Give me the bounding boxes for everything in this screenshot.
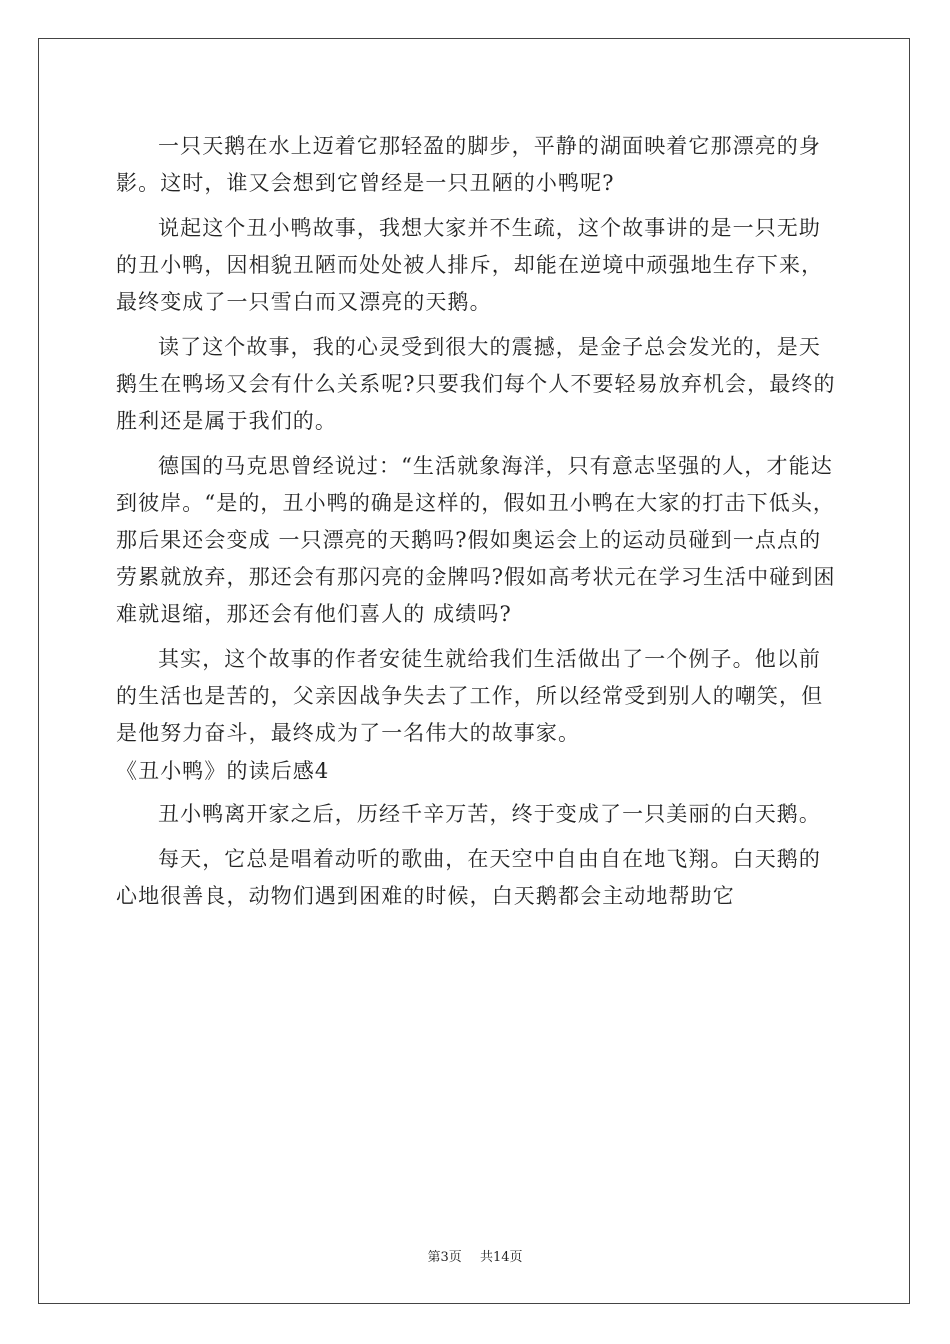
- page-total: 共14页: [479, 1250, 523, 1265]
- page-footer: [0, 1246, 950, 1265]
- page-number: 第3页: [427, 1250, 462, 1265]
- paragraph-6: 丑小鸭离开家之后，历经千辛万苦，终于变成了一只美丽的白天鹅。: [158, 802, 821, 826]
- paragraph-7: 每天，它总是唱着动听的歌曲，在天空中自由自在地飞翔。白天鹅的心地很善良，动物们遇到困难的时候，白天鹅都会主动地帮助它: [116, 847, 821, 908]
- section-heading: 《丑小鸭》的读后感4: [116, 759, 330, 783]
- paragraph-5: 其实，这个故事的作者安徒生就给我们生活做出了一个例子。他以前的生活也是苦的，父亲因战争失去了工作，所以经常受到别人的嘲笑，但是他努力奋斗，最终成为了一名伟大的故事家。: [116, 647, 824, 745]
- document-body: [116, 128, 836, 915]
- paragraph-3: 读了这个故事，我的心灵受到很大的震撼，是金子总会发光的，是天鹅生在鸭场又会有什么关系呢?只要我们每个人不要轻易放弃机会，最终的胜利还是属于我们的。: [116, 335, 836, 433]
- paragraph-1: 一只天鹅在水上迈着它那轻盈的脚步，平静的湖面映着它那漂亮的身影。这时，谁又会想到它曾经是一只丑陋的小鸭呢?: [116, 134, 821, 195]
- paragraph-2: 说起这个丑小鸭故事，我想大家并不生疏，这个故事讲的是一只无助的丑小鸭，因相貌丑陋而处处被人排斥，却能在逆境中顽强地生存下来，最终变成了一只雪白而又漂亮的天鹅。: [116, 216, 824, 314]
- paragraph-4: 德国的马克思曾经说过：“生活就象海洋，只有意志坚强的人，才能达到彼岸。“是的，丑小鸭的确是这样的，假如丑小鸭在大家的打击下低头，那后果还会变成 一只漂亮的天鹅吗?假如奥运会上的运动员碰到一点点的劳累就放弃，那还会有那闪亮的金牌吗?假如高考状元在学习生活中碰到困难就退缩，那还会有他们喜人的 成绩吗?: [116, 454, 836, 626]
